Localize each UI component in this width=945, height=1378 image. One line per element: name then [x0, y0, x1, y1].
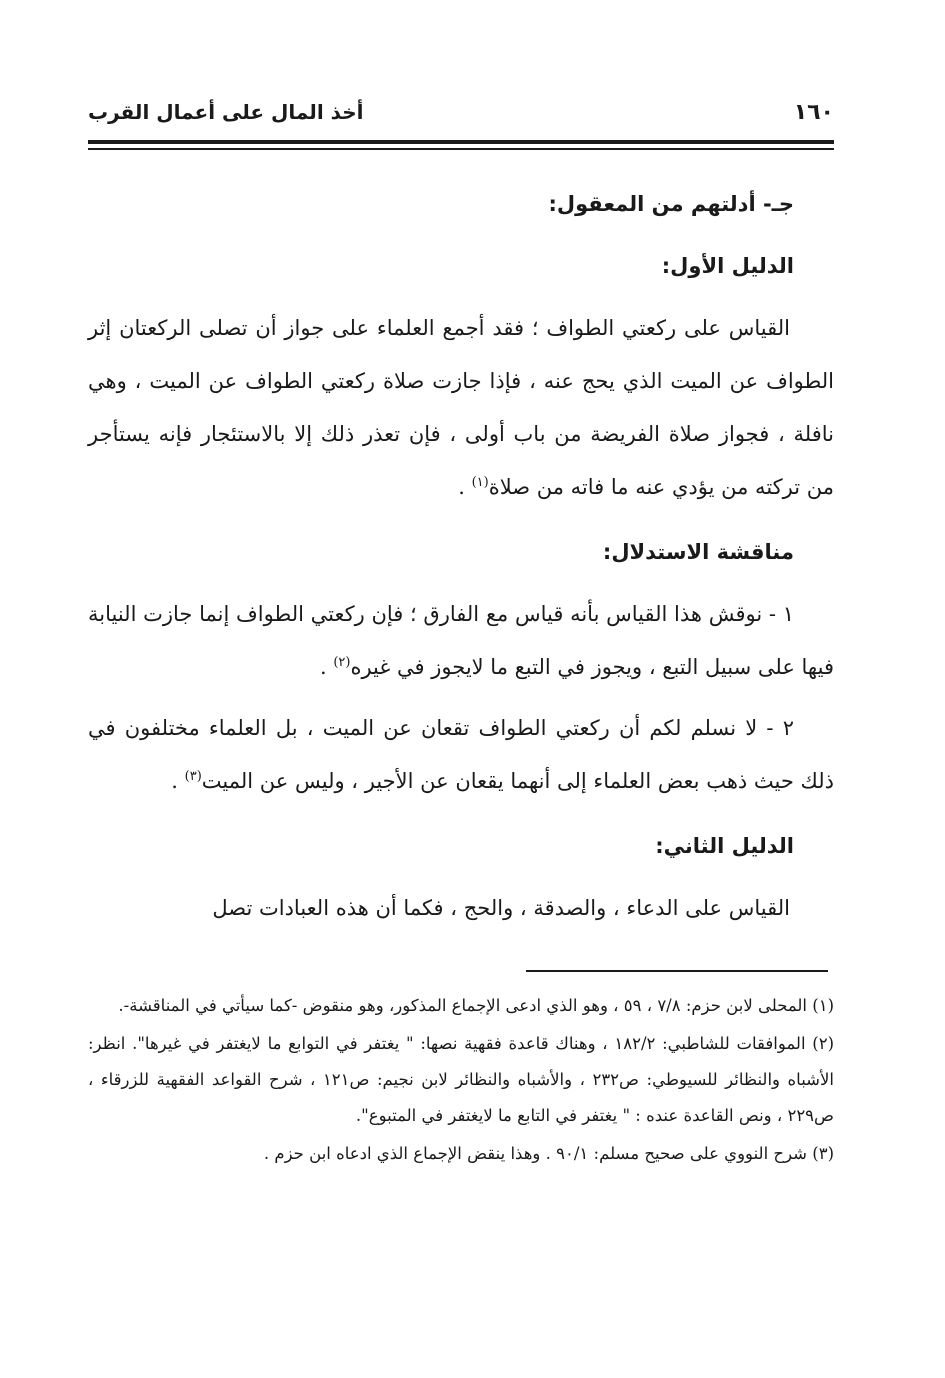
footnote-2: (٢) الموافقات للشاطبي: ١٨٢/٢ ، وهناك قاعدة فقهية نصها: " يغتفر في التوابع ما لايغتفر في غيرها". انظر: الأشباه والنظائر للسيوطي: ص٢٣٢ ، والأشباه والنظائر لابن نجيم: ص١٢١ ، شرح القواعد الفقهية للزرقاء ، ص٢٢٩ ، ونص القاعدة عنده : " يغتفر في التابع ما لايغتفر في المتبوع". [88, 1034, 835, 1125]
heading-discussion: مناقشة الاستدلال: [602, 540, 794, 564]
running-title: أخذ المال على أعمال القرب [88, 100, 364, 124]
heading-first-proof: الدليل الأول: [661, 254, 794, 278]
discussion-item-1-text: ١ - نوقش هذا القياس بأنه قياس مع الفارق ؛ فإن ركعتي الطواف إنما جازت النيابة فيها على سبيل التبع ، ويجوز في التبع ما لايجوز في غيره [88, 602, 834, 679]
heading-second-proof: الدليل الثاني: [655, 834, 794, 858]
header-rule-thin [88, 148, 834, 150]
footnote-ref-2: (٢) [333, 655, 351, 670]
footnotes [88, 988, 834, 1174]
section-heading-rational-proofs: جـ- أدلتهم من المعقول: [548, 192, 794, 216]
discussion-item-2 [88, 702, 834, 808]
footnote-ref-3: (٣) [184, 769, 202, 784]
discussion-item-1 [88, 588, 834, 694]
main-text [88, 180, 834, 935]
first-proof-end: . [458, 475, 465, 499]
first-proof-text: القياس على ركعتي الطواف ؛ فقد أجمع العلماء على جواز أن تصلى الركعتان إثر الطواف عن الميت الذي يحج عنه ، فإذا جازت صلاة ركعتي الطواف عن الميت ، وهي نافلة ، فجواز صلاة الفريضة من باب أولى ، فإن تعذر ذلك إلا بالاستئجار فإنه يستأجر من تركته من يؤدي عنه ما فاته من صلاة [88, 316, 834, 499]
footnote-ref-1: (١) [471, 475, 489, 490]
paragraph-second-proof: القياس على الدعاء ، والصدقة ، والحج ، فكما أن هذه العبادات تصل [212, 896, 790, 920]
running-head [88, 96, 834, 136]
page-number: ١٦٠ [793, 100, 834, 125]
discussion-item-1-end: . [319, 655, 327, 679]
discussion-item-2-text: ٢ - لا نسلم لكم أن ركعتي الطواف تقعان عن الميت ، بل العلماء مختلفون في ذلك حيث ذهب بعض العلماء إلى أنهما يقعان عن الأجير ، وليس عن الميت [88, 716, 834, 793]
paragraph-first-proof [88, 302, 834, 514]
footnote-3: (٣) شرح النووي على صحيح مسلم: ٩٠/١ . وهذا ينقض الإجماع الذي ادعاه ابن حزم . [263, 1144, 834, 1163]
footnote-separator [526, 970, 828, 972]
footnote-1: (١) المحلى لابن حزم: ٧/٨ ، ٥٩ ، وهو الذي ادعى الإجماع المذكور، وهو منقوض -كما سيأتي في المناقشة-. [118, 996, 834, 1015]
discussion-item-2-end: . [171, 769, 178, 793]
header-rule-thick [88, 140, 834, 144]
